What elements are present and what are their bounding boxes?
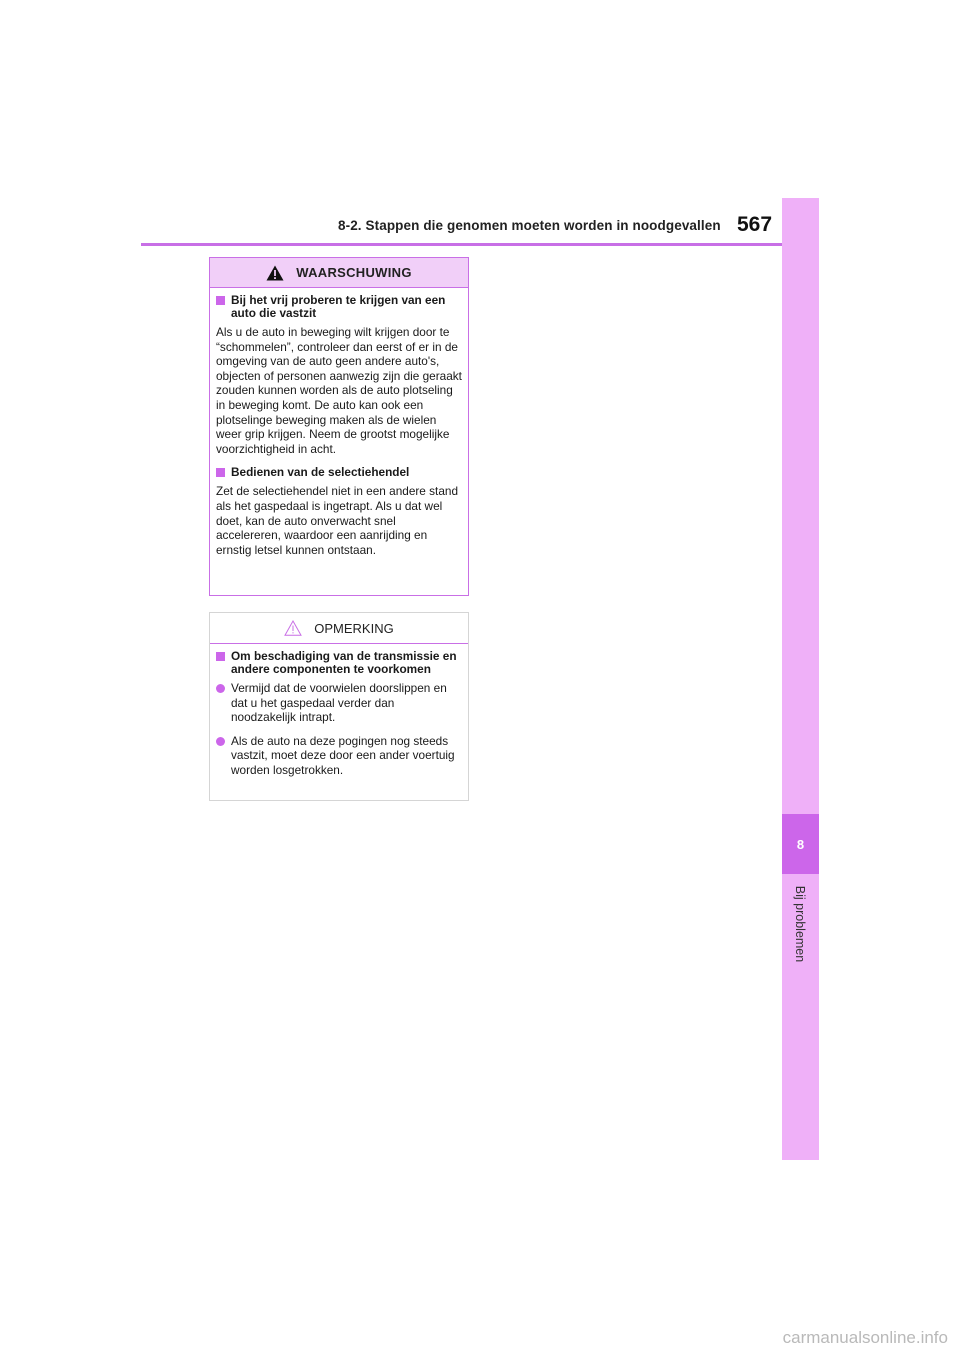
square-bullet-icon (216, 652, 225, 661)
chapter-number-box (782, 814, 819, 874)
warning-header (210, 258, 468, 288)
watermark: carmanualsonline.info (782, 1328, 948, 1347)
square-bullet-icon (216, 468, 225, 477)
notice-heading: OPMERKING (314, 620, 394, 636)
caution-outline-icon (284, 620, 302, 636)
circle-bullet-icon (216, 684, 225, 693)
notice-box (209, 612, 469, 801)
page-number: 567 (737, 213, 773, 236)
warning-section-body: Als u de auto in beweging wilt krijgen door te “schommelen”, controleer dan eerst of er in de omgeving van de auto geen andere auto's, objecten of personen aanwezig zijn die geraakt zouden kunnen worden als de auto plotseling in beweging komt. De auto kan ook een plotselinge beweging maken als de wielen weer grip krijgen. Neem de grootst mogelijke voorzichtigheid in acht. (216, 325, 462, 456)
notice-section-title: Om beschadiging van de transmissie en andere componenten te voorkomen (216, 650, 462, 676)
warning-section-title: Bij het vrij proberen te krijgen van een auto die vastzit (216, 294, 462, 320)
list-item: Als de auto na deze pogingen nog steeds vastzit, moet deze door een ander voertuig worden losgetrokken. (216, 734, 462, 778)
chapter-label: Bij problemen (793, 885, 807, 963)
warning-box (209, 257, 469, 596)
list-item: Vermijd dat de voorwielen doorslippen en dat u het gaspedaal verder dan noodzakelijk intrapt. (216, 681, 462, 725)
warning-heading: WAARSCHUWING (296, 265, 412, 280)
chapter-number: 8 (796, 836, 805, 852)
warning-section-body: Zet de selectiehendel niet in een andere stand als het gaspedaal is ingetrapt. Als u dat wel doet, kan de auto onverwacht snel accelereren, waardoor een aanrijding en ernstig letsel kunnen ontstaan. (216, 484, 459, 557)
notice-header (210, 613, 468, 644)
warning-icon (266, 265, 284, 281)
circle-bullet-icon (216, 737, 225, 746)
square-bullet-icon (216, 296, 225, 305)
header-rule (141, 243, 782, 246)
running-header: 8-2. Stappen die genomen moeten worden in noodgevallen (338, 218, 721, 233)
warning-section-title: Bedienen van de selectiehendel (216, 466, 462, 479)
chapter-side-tab (782, 198, 819, 1160)
